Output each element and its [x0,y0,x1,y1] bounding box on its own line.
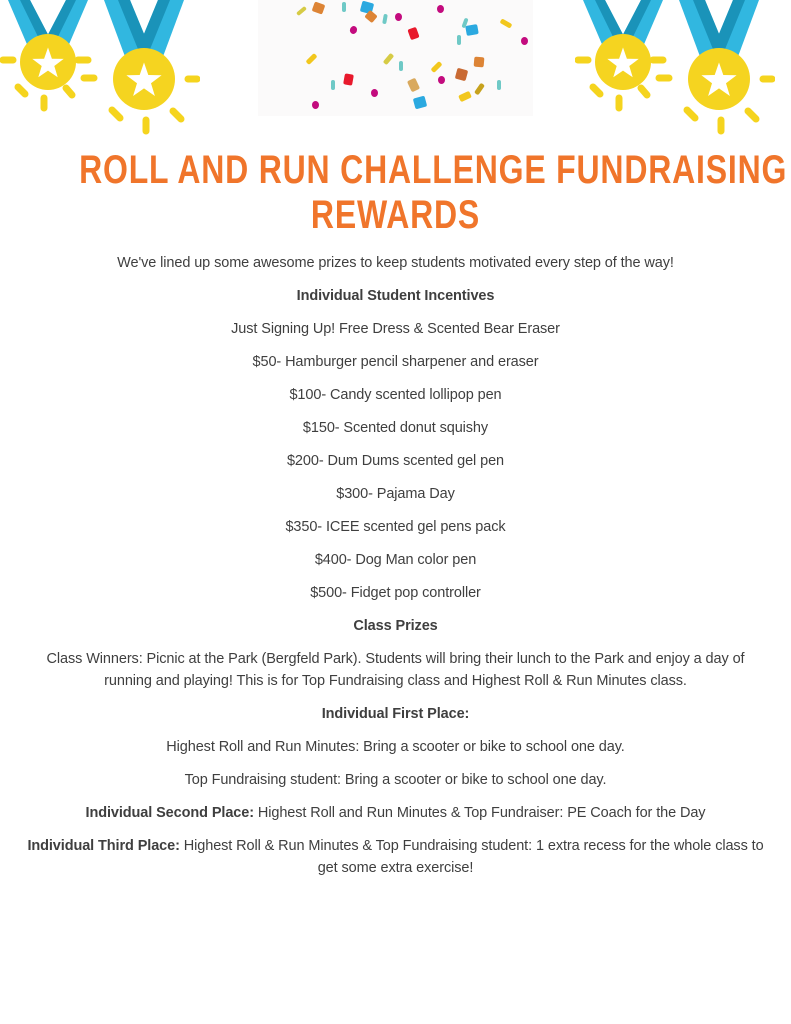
incentive-line: $50- Hamburger pencil sharpener and eraser [252,354,539,370]
third-place-line [25,835,766,879]
third-place-label: Individual Third Place: [27,838,180,854]
incentive-line: $500- Fidget pop controller [310,585,481,601]
incentive-line: $150- Scented donut squishy [302,420,489,436]
second-place-label: Individual Second Place: [85,805,254,821]
section-heading-class-prizes: Class Prizes [353,618,438,634]
first-place-line: Highest Roll and Run Minutes: Bring a scooter or bike to school one day. [166,739,625,755]
intro-text: We've lined up some awesome prizes to keep students motivated every step of the way! [117,255,674,271]
page-title-line1: ROLL AND RUN CHALLENGE FUNDRAISING [79,148,788,192]
second-place-text: Highest Roll and Run Minutes & Top Fundraiser: PE Coach for the Day [253,805,706,821]
page-title [0,148,791,238]
incentive-line: $200- Dum Dums scented gel pen [286,453,505,469]
section-heading-first-place: Individual First Place: [321,706,470,722]
class-prizes-description: Class Winners: Picnic at the Park (Bergfeld Park). Students will bring their lunch to the Park and enjoy a day of running and playing! This is for Top Fundraising class and Highest Roll & Run Minutes class. [46,651,745,689]
incentive-line: $100- Candy scented lollipop pen [289,387,502,403]
third-place-text: Highest Roll & Run Minutes & Top Fundraising student: 1 extra recess for the whole class to get some extra exercise! [179,838,764,876]
incentive-line: $400- Dog Man color pen [314,552,477,568]
section-heading-incentives: Individual Student Incentives [296,288,495,304]
page-title-line2: REWARDS [310,193,481,237]
incentive-line: $350- ICEE scented gel pens pack [285,519,506,535]
incentive-line: $300- Pajama Day [336,486,455,502]
incentive-line: Just Signing Up! Free Dress & Scented Bear Eraser [231,321,560,337]
first-place-line: Top Fundraising student: Bring a scooter or bike to school one day. [184,772,607,788]
second-place-line [25,802,766,824]
